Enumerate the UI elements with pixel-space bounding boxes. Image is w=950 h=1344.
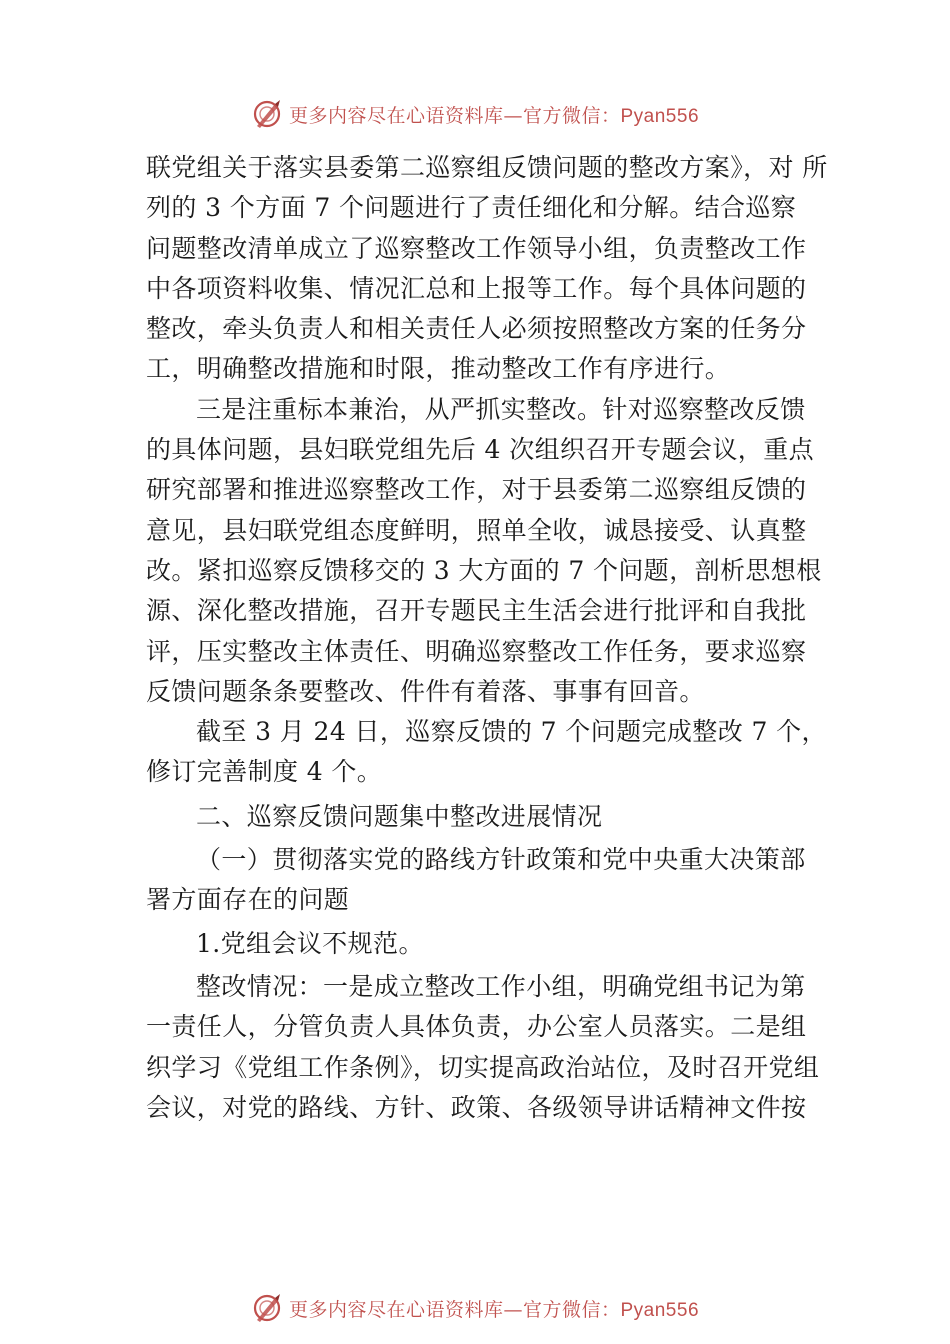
- text-line: 源、深化整改措施，召开专题民主生活会进行批评和自我批: [146, 596, 807, 626]
- heading-line: 署方面存在的问题: [146, 885, 350, 915]
- document-body: [146, 148, 828, 1128]
- item-heading: [146, 924, 806, 964]
- text-line: 的具体问题，县妇联党组先后 4 次组织召开专题会议，重点: [146, 435, 815, 465]
- text-line: 修订完善制度 4 个。: [146, 757, 383, 787]
- paragraph-continuation: [146, 148, 828, 390]
- quill-pen-logo-icon: [251, 98, 283, 130]
- text-line: 列的 3 个方面 7 个问题进行了责任细化和分解。结合巡察: [146, 193, 797, 223]
- banner-handle: Pyan556: [620, 1299, 700, 1321]
- text-line: 意见，县妇联党组态度鲜明，照单全收，诚恳接受、认真整: [146, 515, 807, 545]
- paragraph-progress-summary: [146, 712, 827, 793]
- subsection-heading: [146, 840, 806, 921]
- text-line: 整改情况：一是成立整改工作小组，明确党组书记为第: [196, 971, 806, 1001]
- banner-text: 更多内容尽在心语资料库—官方微信：Pyan556: [288, 104, 700, 127]
- section-heading: [146, 797, 806, 837]
- text-line: 一责任人，分管负责人具体负责，办公室人员落实。二是组: [146, 1012, 807, 1042]
- paragraph-rectification: [146, 967, 820, 1128]
- text-line: 问题整改清单成立了巡察整改工作领导小组，负责整改工作: [146, 233, 807, 263]
- heading-line: 1.党组会议不规范。: [196, 928, 424, 958]
- text-line: 反馈问题条条要整改、件件有着落、事事有回音。: [146, 676, 705, 706]
- text-line: 截至 3 月 24 日，巡察反馈的 7 个问题完成整改 7 个，: [196, 717, 827, 747]
- text-line: 改。紧扣巡察反馈移交的 3 大方面的 7 个问题，剖析思想根: [146, 555, 822, 585]
- text-line: 中各项资料收集、情况汇总和上报等工作。每个具体问题的: [146, 273, 807, 303]
- heading-line: 二、巡察反馈问题集中整改进展情况: [196, 801, 603, 831]
- text-line: 织学习《党组工作条例》，切实提高政治站位，及时召开党组: [146, 1052, 820, 1082]
- banner-text: 更多内容尽在心语资料库—官方微信：Pyan556: [288, 1298, 700, 1321]
- text-line: 工，明确整改措施和时限，推动整改工作有序进行。: [146, 354, 731, 384]
- text-line: 会议，对党的路线、方针、政策、各级领导讲话精神文件按: [146, 1092, 807, 1122]
- quill-pen-logo-icon: [251, 1292, 283, 1324]
- banner-handle: Pyan556: [620, 105, 700, 127]
- paragraph-item-three: [146, 390, 822, 712]
- text-line: 三是注重标本兼治，从严抓实整改。针对巡察整改反馈: [196, 394, 806, 424]
- text-line: 联党组关于落实县委第二巡察组反馈问题的整改方案》，对 所: [146, 153, 828, 182]
- header-banner: [0, 94, 950, 134]
- text-line: 研究部署和推进巡察整改工作，对于县委第二巡察组反馈的: [146, 475, 807, 505]
- text-line: 整改，牵头负责人和相关责任人必须按照整改方案的任务分: [146, 314, 807, 344]
- text-line: 评，压实整改主体责任、明确巡察整改工作任务，要求巡察: [146, 636, 807, 666]
- footer-banner: [0, 1288, 950, 1328]
- heading-line: （一）贯彻落实党的路线方针政策和党中央重大决策部: [196, 845, 806, 875]
